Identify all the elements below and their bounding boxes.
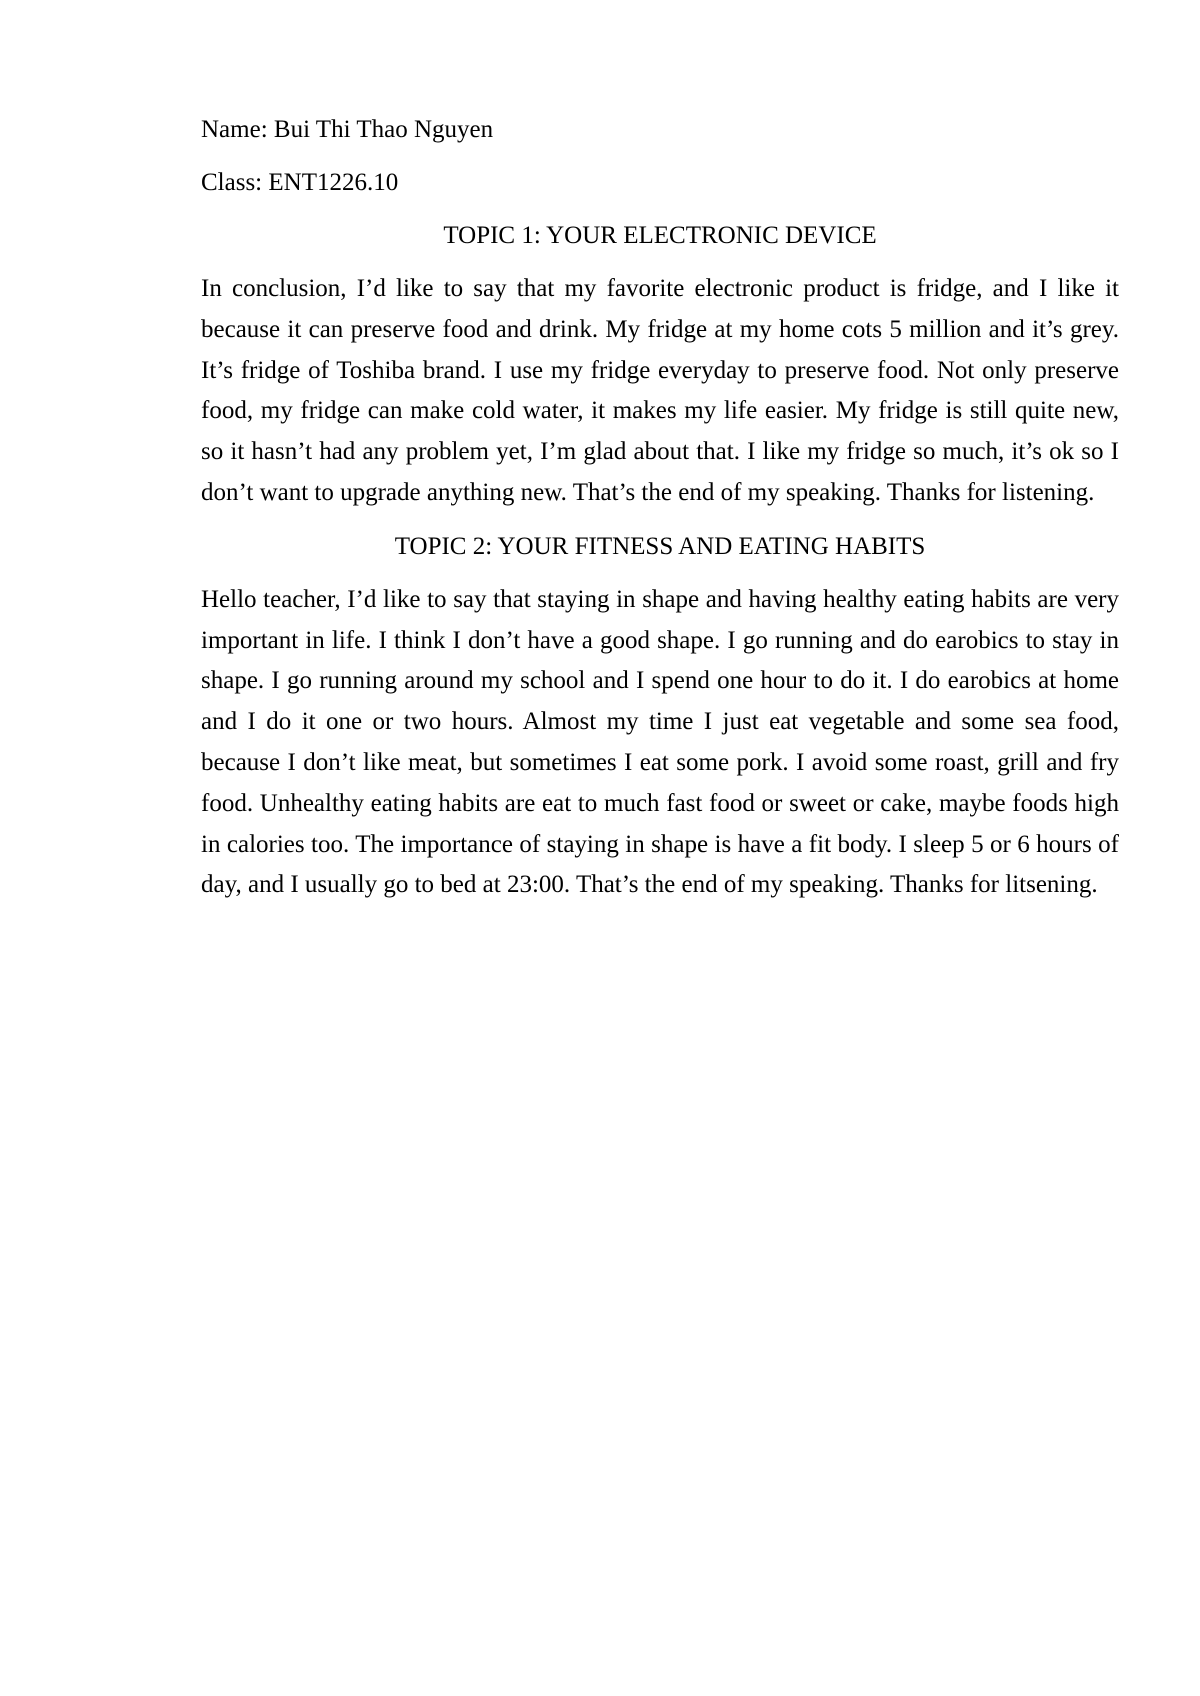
- document-body: [201, 110, 1119, 919]
- topic-2-paragraph: Hello teacher, I’d like to say that staying in shape and having healthy eating habits are very important in life. I think I don’t have a good shape. I go running and do earobics to stay in shape. I go running around my school and I spend one hour to do it. I do earobics at home and I do it one or two hours. Almost my time I just eat vegetable and some sea food, because I don’t like meat, but sometimes I eat some pork. I avoid some roast, grill and fry food. Unhealthy eating habits are eat to much fast food or sweet or cake, maybe foods high in calories too. The importance of staying in shape is have a fit body. I sleep 5 or 6 hours of day, and I usually go to bed at 23:00. That’s the end of my speaking. Thanks for litsening.: [201, 585, 1119, 899]
- student-name: Name: Bui Thi Thao Nguyen: [201, 116, 494, 143]
- topic-2-heading: TOPIC 2: YOUR FITNESS AND EATING HABITS: [394, 532, 926, 560]
- topic-1-heading: TOPIC 1: YOUR ELECTRONIC DEVICE: [443, 222, 877, 249]
- student-class: Class: ENT1226.10: [201, 169, 399, 196]
- topic-1-paragraph: In conclusion, I’d like to say that my favorite electronic product is fridge, and I like it because it can preserve food and drink. My fridge at my home cots 5 million and it’s grey. It’s fridge of Toshiba brand. I use my fridge everyday to preserve food. Not only preserve food, my fridge can make cold water, it makes my life easier. My fridge is still quite new, so it hasn’t had any problem yet, I’m glad about that. I like my fridge so much, it’s ok so I don’t want to upgrade anything new. That’s the end of my speaking. Thanks for listening.: [201, 275, 1119, 506]
